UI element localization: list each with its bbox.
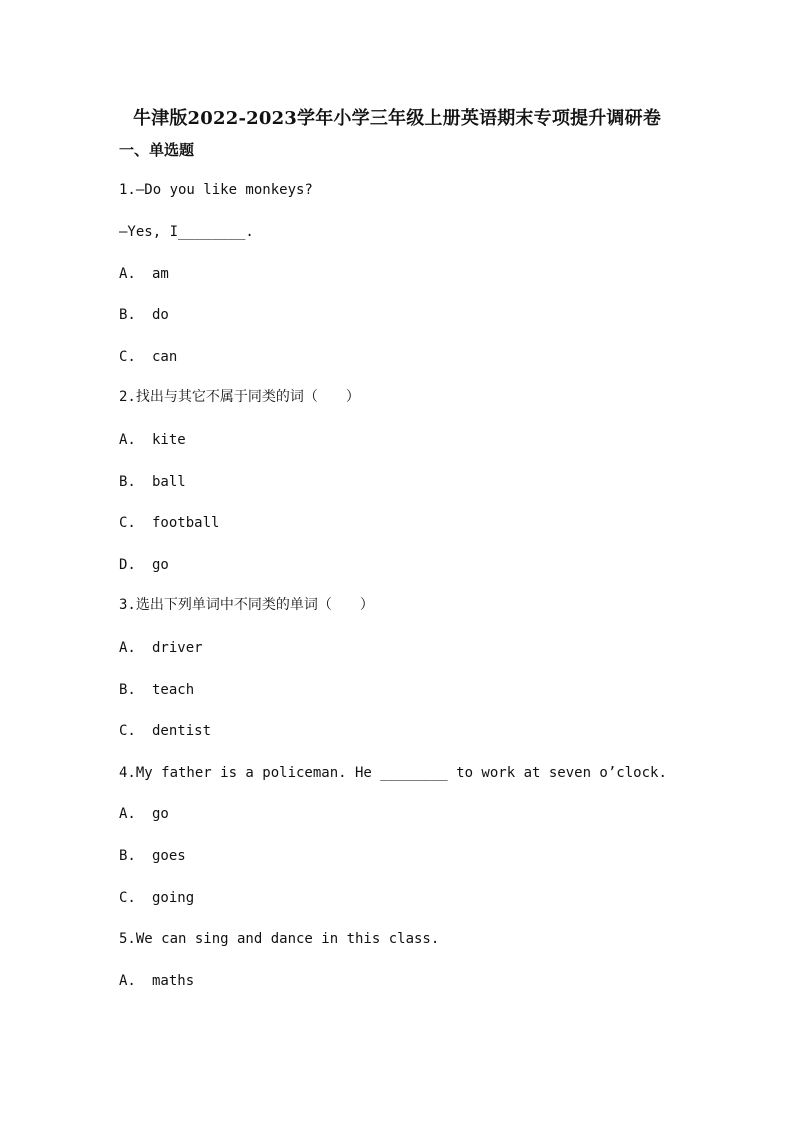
- option-letter: A.: [119, 973, 136, 989]
- question-4-option-b: [119, 846, 186, 866]
- option-letter: B.: [119, 848, 136, 864]
- question-2-option-d: [119, 555, 169, 575]
- option-text: goes: [152, 848, 186, 864]
- question-3-option-b: [119, 680, 194, 700]
- option-text: maths: [152, 973, 195, 989]
- document-title: 牛津版2022-2023学年小学三年级上册英语期末专项提升调研卷: [132, 108, 662, 129]
- question-2-option-a: [119, 430, 186, 450]
- option-letter: C.: [119, 890, 136, 906]
- option-text: go: [152, 806, 169, 822]
- option-letter: A.: [119, 806, 136, 822]
- option-text: teach: [152, 682, 195, 698]
- question-4-stem: 4.My father is a policeman. He ________ to work at seven o’clock.: [119, 765, 667, 781]
- option-text: dentist: [152, 723, 212, 739]
- option-text: go: [152, 557, 169, 573]
- question-4-option-c: [119, 888, 194, 908]
- question-5-option-a: [119, 971, 194, 991]
- option-letter: B.: [119, 307, 136, 323]
- section-heading: 一、单选题: [119, 141, 195, 159]
- option-text: am: [152, 266, 169, 282]
- option-text: ball: [152, 474, 186, 490]
- option-letter: B.: [119, 682, 136, 698]
- question-1-answer-line: —Yes, I________.: [119, 224, 254, 240]
- question-4-option-a: [119, 804, 169, 824]
- question-3-option-a: [119, 638, 203, 658]
- option-letter: C.: [119, 723, 136, 739]
- option-letter: D.: [119, 557, 136, 573]
- question-3-stem: 3.选出下列单词中不同类的单词（ ）: [119, 597, 374, 613]
- question-2-option-b: [119, 472, 186, 492]
- question-2-option-c: [119, 513, 219, 533]
- question-3-option-c: [119, 721, 211, 741]
- question-1-option-b: [119, 305, 169, 325]
- option-text: driver: [152, 640, 203, 656]
- option-text: do: [152, 307, 169, 323]
- option-text: football: [152, 515, 220, 531]
- question-1-option-a: [119, 264, 169, 284]
- option-text: going: [152, 890, 195, 906]
- option-letter: A.: [119, 640, 136, 656]
- option-letter: B.: [119, 474, 136, 490]
- question-1-option-c: [119, 347, 177, 367]
- option-letter: A.: [119, 432, 136, 448]
- question-5-stem: 5.We can sing and dance in this class.: [119, 931, 440, 947]
- option-text: can: [152, 349, 178, 365]
- question-1-stem: 1.—Do you like monkeys?: [119, 182, 313, 198]
- option-letter: C.: [119, 515, 136, 531]
- question-2-stem: 2.找出与其它不属于同类的词（ ）: [119, 389, 360, 405]
- option-letter: A.: [119, 266, 136, 282]
- option-text: kite: [152, 432, 186, 448]
- option-letter: C.: [119, 349, 136, 365]
